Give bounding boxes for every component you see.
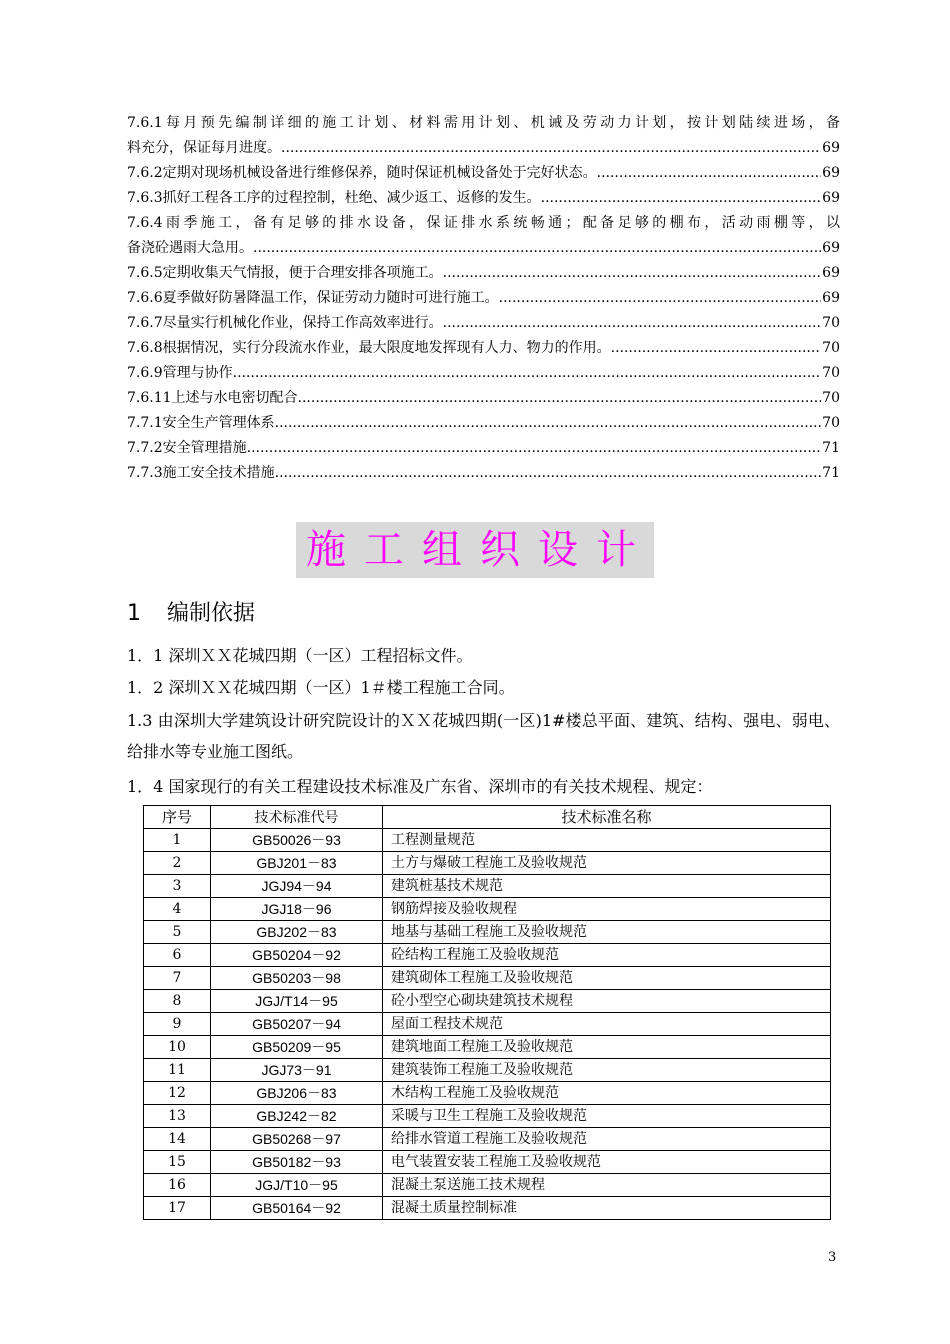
toc-leader-dots [597,161,822,186]
cell-standard-name: 工程测量规范 [383,829,831,852]
table-row [144,1036,831,1059]
toc-entry-text: 7.6.2定期对现场机械设备进行维修保养，随时保证机械设备处于完好状态。 [127,165,597,181]
toc-entry[interactable] [127,261,840,286]
toc-entry-text: 7.7.3施工安全技术措施 [127,465,275,481]
toc-entry[interactable] [127,286,840,311]
cell-standard-code: GBJ242－82 [211,1105,383,1128]
table-row [144,1151,831,1174]
cell-serial: 10 [144,1036,211,1059]
toc-page-number: 69 [822,290,840,306]
section-heading [127,598,255,630]
toc-entry-first-line: 7.6.1每月预先编制详细的施工计划、材料需用计划、机诫及劳动力计划，按计划陆续进场，备 [127,115,840,131]
toc-page-number: 71 [822,465,840,481]
cell-standard-name: 木结构工程施工及验收规范 [383,1082,831,1105]
cell-serial: 9 [144,1013,211,1036]
table-of-contents [127,111,840,486]
table-row [144,944,831,967]
toc-page-number: 71 [822,440,840,456]
cell-standard-name: 土方与爆破工程施工及验收规范 [383,852,831,875]
toc-leader-dots [298,386,822,411]
toc-leader-dots [541,186,822,211]
toc-entry[interactable] [127,311,840,336]
toc-page-number: 70 [822,415,840,431]
table-body [144,829,831,1220]
cell-standard-name: 给排水管道工程施工及验收规范 [383,1128,831,1151]
cell-standard-name: 建筑砌体工程施工及验收规范 [383,967,831,990]
toc-page-number: 69 [822,140,840,156]
cell-serial: 8 [144,990,211,1013]
table-row [144,1197,831,1220]
table-row [144,875,831,898]
toc-entry-text: 7.6.5定期收集天气情报，便于合理安排各项施工。 [127,265,443,281]
column-header-serial: 序号 [144,806,211,829]
toc-leader-dots [275,461,822,486]
cell-serial: 3 [144,875,211,898]
table-row [144,1128,831,1151]
cell-standard-code: GB50203－98 [211,967,383,990]
cell-standard-name: 砼结构工程施工及验收规范 [383,944,831,967]
toc-entry-text: 7.7.1安全生产管理体系 [127,415,275,431]
cell-serial: 1 [144,829,211,852]
table-row [144,1082,831,1105]
cell-standard-code: JGJ73－91 [211,1059,383,1082]
toc-entry[interactable] [127,161,840,186]
cell-standard-code: JGJ18－96 [211,898,383,921]
cell-standard-name: 混凝土泵送施工技术规程 [383,1174,831,1197]
document-title-wrap [0,522,950,578]
cell-serial: 13 [144,1105,211,1128]
section-heading-text: 编制依据 [167,601,256,626]
cell-serial: 11 [144,1059,211,1082]
table-row [144,1174,831,1197]
toc-leader-dots [281,136,821,161]
paragraph: 1．4 国家现行的有关工程建设技术标准及广东省、深圳市的有关技术规程、规定： [127,777,713,796]
toc-entry-text: 7.6.8根据情况，实行分段流水作业，最大限度地发挥现有人力、物力的作用。 [127,340,611,356]
toc-entry-text: 备浇砼遇雨大急用。 [127,240,253,256]
paragraph: 1．2 深圳ＸＸ花城四期（一区）1＃楼工程施工合同。 [127,678,515,697]
cell-standard-code: JGJ94－94 [211,875,383,898]
cell-standard-code: GB50182－93 [211,1151,383,1174]
table-row [144,898,831,921]
cell-serial: 12 [144,1082,211,1105]
toc-entry-text: 7.7.2安全管理措施 [127,440,247,456]
table-row [144,921,831,944]
toc-leader-dots [443,261,822,286]
toc-entry[interactable] [127,461,840,486]
standards-table [143,805,831,1220]
cell-standard-code: GB50164－92 [211,1197,383,1220]
cell-standard-name: 钢筋焊接及验收规程 [383,898,831,921]
cell-standard-name: 建筑装饰工程施工及验收规范 [383,1059,831,1082]
table-row [144,967,831,990]
toc-leader-dots [253,236,821,261]
cell-standard-code: GBJ202－83 [211,921,383,944]
toc-page-number: 70 [822,315,840,331]
cell-standard-name: 砼小型空心砌块建筑技术规程 [383,990,831,1013]
toc-page-number: 70 [822,390,840,406]
toc-leader-dots [275,411,822,436]
cell-serial: 2 [144,852,211,875]
cell-standard-code: JGJ/T10－95 [211,1174,383,1197]
table-row [144,1013,831,1036]
toc-entry-text: 7.6.6夏季做好防暑降温工作，保证劳动力随时可进行施工。 [127,290,499,306]
cell-standard-name: 建筑地面工程施工及验收规范 [383,1036,831,1059]
table-row [144,990,831,1013]
paragraph: 1．1 深圳ＸＸ花城四期（一区）工程招标文件。 [127,646,473,665]
toc-entry[interactable] [127,386,840,411]
cell-standard-name: 屋面工程技术规范 [383,1013,831,1036]
cell-standard-name: 电气装置安装工程施工及验收规范 [383,1151,831,1174]
toc-entry[interactable] [127,336,840,361]
toc-leader-dots [499,286,822,311]
cell-serial: 6 [144,944,211,967]
table-header-row [144,806,831,829]
toc-entry[interactable] [127,436,840,461]
cell-standard-code: GBJ201－83 [211,852,383,875]
toc-entry[interactable] [127,361,840,386]
toc-page-number: 70 [822,365,840,381]
toc-entry-text: 料充分，保证每月进度。 [127,140,281,156]
cell-standard-name: 建筑桩基技术规范 [383,875,831,898]
toc-entry-text: 7.6.9管理与协作 [127,365,233,381]
toc-entry[interactable] [127,411,840,436]
cell-standard-code: GB50268－97 [211,1128,383,1151]
cell-standard-name: 混凝土质量控制标准 [383,1197,831,1220]
cell-standard-name: 采暖与卫生工程施工及验收规范 [383,1105,831,1128]
toc-entry-text: 7.6.3抓好工程各工序的过程控制，杜绝、减少返工、返修的发生。 [127,190,541,206]
cell-serial: 14 [144,1128,211,1151]
toc-entry[interactable] [127,186,840,211]
cell-standard-code: GB50209－95 [211,1036,383,1059]
toc-leader-dots [233,361,822,386]
cell-serial: 4 [144,898,211,921]
column-header-code: 技术标准代号 [211,806,383,829]
section-number: 1 [127,601,141,626]
toc-page-number: 69 [822,190,840,206]
page-number: 3 [828,1250,837,1265]
cell-standard-code: JGJ/T14－95 [211,990,383,1013]
toc-page-number: 69 [822,240,840,256]
cell-standard-name: 地基与基础工程施工及验收规范 [383,921,831,944]
table-row [144,852,831,875]
document-title: 施工组织设计 [296,522,654,578]
toc-entry-first-line: 7.6.4雨季施工，备有足够的排水设备，保证排水系统畅通；配备足够的棚布，活动雨棚等，以 [127,215,840,231]
cell-serial: 16 [144,1174,211,1197]
cell-standard-code: GB50207－94 [211,1013,383,1036]
toc-leader-dots [611,336,822,361]
cell-standard-code: GBJ206－83 [211,1082,383,1105]
table-row [144,1059,831,1082]
toc-entry-text: 7.6.11上述与水电密切配合 [127,390,298,406]
cell-serial: 17 [144,1197,211,1220]
toc-page-number: 70 [822,340,840,356]
toc-leader-dots [443,311,822,336]
toc-page-number: 69 [822,165,840,181]
cell-serial: 7 [144,967,211,990]
table-row [144,1105,831,1128]
toc-page-number: 69 [822,265,840,281]
cell-standard-code: GB50026－93 [211,829,383,852]
table-row [144,829,831,852]
toc-leader-dots [247,436,822,461]
toc-entry-text: 7.6.7尽量实行机械化作业，保持工作高效率进行。 [127,315,443,331]
toc-entry[interactable] [127,211,840,261]
toc-entry[interactable] [127,111,840,161]
cell-standard-code: GB50204－92 [211,944,383,967]
paragraph: 1.3 由深圳大学建筑设计研究院设计的ＸＸ花城四期(一区)1#楼总平面、建筑、结构、强电、弱电、给排水等专业施工图纸。 [127,711,840,761]
cell-serial: 15 [144,1151,211,1174]
cell-serial: 5 [144,921,211,944]
column-header-name: 技术标准名称 [383,806,831,829]
